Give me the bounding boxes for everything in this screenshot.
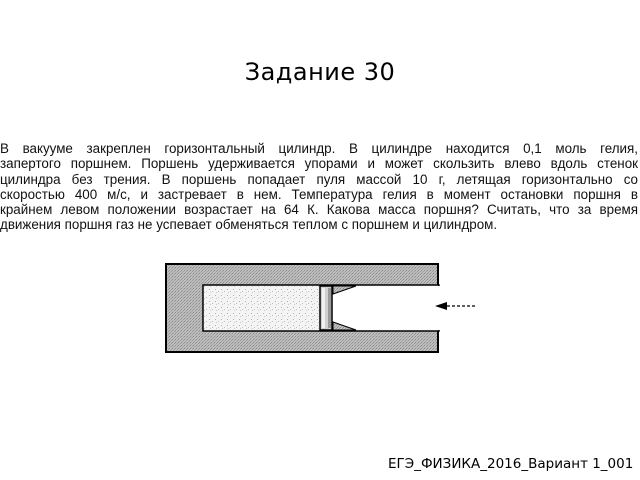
cylinder-diagram (160, 258, 480, 358)
problem-line: запертого поршнем. Поршень удерживается упорами и может скользить влево вдоль стенок (0, 156, 638, 172)
piston (320, 286, 332, 330)
helium-gas (204, 286, 321, 330)
problem-statement (0, 141, 638, 233)
problem-line: крайнем левом положении возрастает на 64 К. Какова масса поршня? Считать, что за время (0, 202, 638, 218)
problem-line: В вакууме закреплен горизонтальный цилиндр. В цилиндре находится 0,1 моль гелия, (0, 141, 638, 156)
slide-title: Задание 30 (244, 58, 396, 86)
problem-line: движения поршня газ не успевает обменяться теплом с поршнем и цилиндром. (0, 217, 498, 233)
problem-line: цилиндра без трения. В поршень попадает пуля массой 10 г, летящая горизонтально со (0, 171, 638, 187)
footer-label: ЕГЭ_ФИЗИКА_2016_Вариант 1_001 (388, 456, 634, 472)
problem-line: скоростью 400 м/с, и застревает в нем. Температура гелия в момент остановки поршня в (0, 186, 638, 202)
